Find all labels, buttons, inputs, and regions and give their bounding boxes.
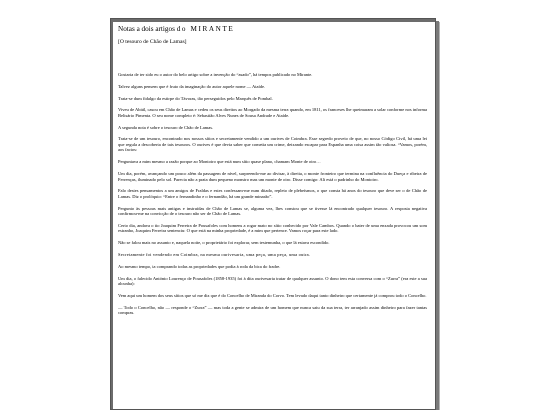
document-content bbox=[118, 25, 427, 409]
page-title bbox=[118, 25, 427, 34]
document-page bbox=[110, 18, 436, 410]
paragraph: Vem aqui um homem dos seus sítios que só me diz que é do Concelho de Miranda do Corvo. Tem levado daqui tanto dinheiro que certamente já comprou todo o Concelho. bbox=[118, 292, 427, 298]
paragraph: Não se falou mais no assunto e, naquela noite, o proprietário foi explorar, sem testemunha, o que lá estava escondido. bbox=[118, 240, 330, 246]
paragraph: A segunda nota é sobre o tesouro de Chão de Lamas. bbox=[118, 124, 214, 130]
page-top-border bbox=[111, 19, 435, 22]
paragraph: Talvez alguns pensem que é fruto da imaginação do autor aquele nome — Ataíde. bbox=[118, 83, 266, 89]
paragraph: — Todo o Concelho, não — responde o “Zurra” — mas toda a gente se admira de um homem que nunca saiu da sua terra, ter arranjado assim dinheiro para fazer tantas compras. bbox=[118, 304, 427, 316]
title-publication: do MIRANTE bbox=[176, 25, 235, 33]
paragraph: Viveu de Abiúl, casou em Chão de Lamas e cedeu os seus direitos ao Morgado da mesma terra quando, em 1811, os franceses lhe queimaram a solar conforme nos informa Belisário Pimenta. O seu nome completo é: Sebastião Alves Nunes de Sousa Andrade e Ataíde. bbox=[118, 107, 427, 118]
paragraph: Ao mesmo tempo, ia comprando todas as propriedades que podia à roda da bica do fradre. bbox=[118, 263, 281, 269]
paragraph: Trata-se dum fidalgo da estirpe do Távoras, tão perseguidos pelo Marquês de Pombal. bbox=[118, 95, 273, 101]
paragraph: Secretamente foi vendendo em Coimbra, na mesma ourivesaria, uma peça, uma peça, uma outra. bbox=[118, 252, 311, 258]
page-left-border bbox=[111, 19, 113, 409]
paragraph: Um dia, porém, avançando um pouco além da passagem de nível, surpreendo-me ao divisar, à direita, o monte fronteiro que termina na confluência do Dueça e ribeira de Ferrenças, iluminado pelo sol. Parecia não a prata dum pequeno monstro mas um monte de oiro. Disse comigo: Ali está o padrinho do Montoiro. bbox=[118, 171, 427, 182]
paragraph: Trata-se de um tesouro, encontrado nos nossos sítios e secretamente vendido a um ourives de Coimbra. Esse segredo proveio de que, no nosso Código Civil, há uma lei que regula a descoberta de tais tesouros. O ourives é que devia saber que cometia um crime, deixando escapar para Espanha uma coisa assim tão valiosa. “Vamos, porém, aos factos: bbox=[118, 136, 427, 153]
paragraph: Um dia, o falecido António Lourenço de Pousafoles (1858-1935) foi à dita ourivesaria tratar de qualquer assunto. O dono tem esta conversa com o “Zurra” (era este a sua alcunha): bbox=[118, 275, 427, 287]
page-subtitle: [O tesouro de Chão de Lamas] bbox=[118, 39, 187, 45]
paragraph: Perguntava a mim mesmo a razão porque ao Montoiro que está num sítio quase plano, chamam Monte de oiro… bbox=[118, 159, 321, 165]
article-body bbox=[118, 72, 427, 316]
paragraph: Falo destes pensamentos a um amigos de Fraldas e estes confessam-me num ditado, repleto de plebeísmos, o que consta há anos do tesouro que deve ser o de Chão de Lamas. Diz o prolóquio: “Entre o fernandinho e o fernandão, há um grande minarão”. bbox=[118, 188, 427, 199]
paragraph: Certo dia, andava o tio Joaquim Ferreira de Pousafoles com homens a rogar mato no sítio conhecido por Vale Cambos. Quando o bater de uma enxada provocou um som estranho, Joaquim Ferreira sentenciu: O que está na minha propriedade, é a mim que pertence. Vamos roçar para este lado. bbox=[118, 222, 427, 234]
title-prefix: Notas a dois artigos bbox=[118, 25, 177, 33]
paragraph: Pergunto às pessoas mais antigas e instruídas de Chão de Lamas se, alguma vez, lhes constou que se tivesse lá encontrado qualquer tesouro. A resposta negativa confirmou-me na convicção de o tesouro não ser de Chão de Lamas. bbox=[118, 205, 427, 217]
paragraph: Gostaria de ter sido eu o autor do belo artigo sobre a invenção do “asado”, há tempos publicado no Mirante. bbox=[118, 72, 313, 77]
